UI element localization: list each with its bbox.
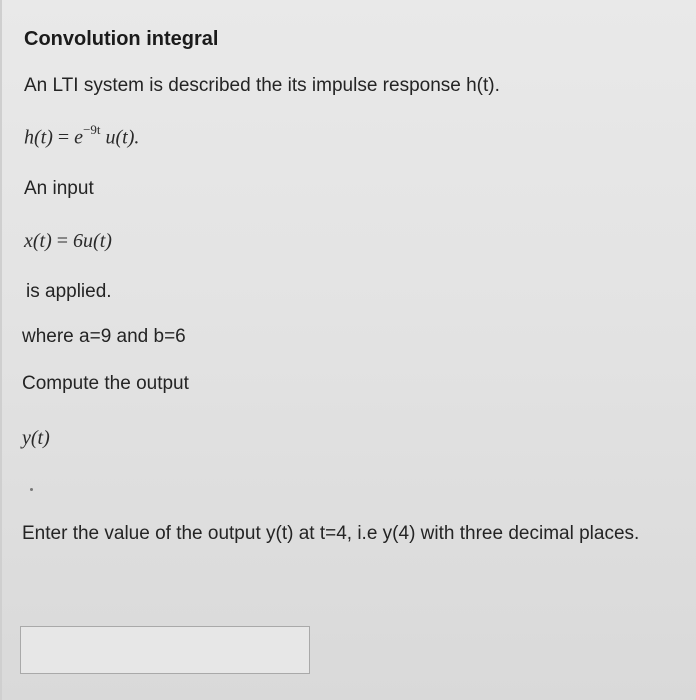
impulse-response-base: e	[74, 126, 84, 149]
impulse-response-lhs: h(t)	[24, 126, 53, 149]
input-signal-equation	[24, 230, 112, 253]
impulse-response-tail: u(t).	[100, 126, 140, 149]
impulse-response-exponent: −9t	[83, 122, 101, 137]
impulse-response-equals: =	[52, 126, 75, 149]
input-signal-lhs: x(t)	[24, 230, 52, 252]
answer-input[interactable]	[20, 626, 310, 674]
applied-text: is applied.	[26, 281, 112, 302]
impulse-response-equation	[24, 124, 139, 150]
question-title: Convolution integral	[24, 28, 219, 50]
output-symbol-text: y(t)	[22, 427, 50, 449]
input-intro-text: An input	[24, 178, 94, 199]
input-signal-rhs: 6u(t)	[73, 230, 112, 252]
instruction-text: Enter the value of the output y(t) at t=4, i.e y(4) with three decimal places.	[22, 523, 640, 544]
input-signal-equals: =	[51, 230, 74, 252]
intro-text: An LTI system is described the its impulse response h(t).	[24, 75, 500, 96]
compute-text: Compute the output	[22, 373, 189, 394]
parameters-text: where a=9 and b=6	[22, 326, 186, 347]
stray-dot	[30, 488, 33, 491]
output-symbol	[22, 427, 50, 450]
